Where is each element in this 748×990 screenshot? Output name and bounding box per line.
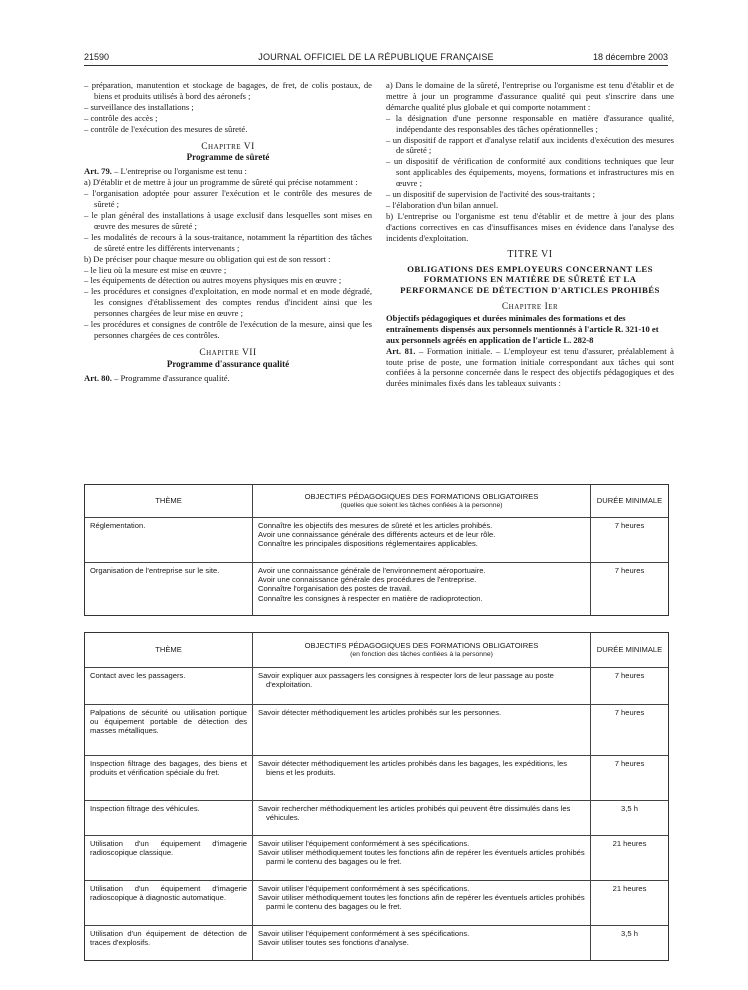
cell-duration: 7 heures (614, 566, 645, 575)
article-80-text: – Programme d'assurance qualité. (111, 372, 230, 383)
objective-line: Avoir une connaissance générale des différents acteurs et de leur rôle. (258, 530, 496, 540)
table-row (85, 667, 668, 704)
cell-theme: Utilisation d'un équipement de détection de traces d'explosifs. (85, 926, 253, 960)
training-table-general (84, 484, 669, 616)
article-79-b-list (84, 265, 372, 341)
article-79-a-list (84, 188, 372, 253)
cell-objectives (253, 756, 591, 800)
chapter-7-title: Programme d'assurance qualité (166, 358, 290, 369)
objective-line: Savoir utiliser l'équipement conformément à ses spécifications. (258, 884, 470, 893)
cell-theme: Palpations de sécurité ou utilisation portique ou équipement portable de détection des masses métalliques. (85, 705, 253, 755)
cell-duration: 7 heures (614, 759, 645, 768)
chapter-1-title: Objectifs pédagogiques et durées minimales des formations et des entraînements dispensés aux personnels mentionnés à l'article R. 321-10 et aux personnels agréés en application de l'article L. 282-8 (386, 312, 659, 345)
list-item: – les équipements de détection ou autres moyens physiques mis en œuvre ; (84, 275, 342, 286)
chapter-1-heading: Chapitre Ier (501, 302, 559, 312)
journal-title: JOURNAL OFFICIEL DE LA RÉPUBLIQUE FRANÇAISE (258, 52, 494, 62)
list-item: – contrôle de l'exécution des mesures de sûreté. (84, 123, 248, 134)
article-79-b: b) De préciser pour chaque mesure ou obligation qui est de son ressort : (84, 253, 331, 264)
list-item: – les procédures et consignes de contrôle de l'exécution de la mesure, ainsi que les personnes chargées de ces contrôles. (84, 319, 372, 340)
table-row (85, 835, 668, 880)
header-theme: THÈME (85, 633, 253, 667)
cell-objectives (253, 518, 591, 562)
objective-line: Savoir détecter méthodiquement les articles prohibés sur les personnes. (258, 708, 502, 717)
cell-duration: 21 heures (612, 884, 647, 893)
objective-line: Connaître l'organisation des postes de travail. (258, 584, 412, 594)
objective-line: Savoir utiliser l'équipement conformément à ses spécifications. (258, 839, 470, 848)
header-objectives-subtitle: (quelles que soient les tâches confiées à la personne) (340, 501, 503, 509)
list-item: – préparation, manutention et stockage de bagages, de fret, de colis postaux, de biens et produits utilisés à bord des aéronefs ; (84, 80, 372, 101)
list-item: – l'élaboration d'un bilan annuel. (386, 199, 499, 210)
table-header-row (85, 485, 668, 517)
cell-duration: 21 heures (612, 839, 647, 848)
article-80-a-list (386, 113, 674, 211)
article-80 (84, 373, 372, 384)
article-81-number: Art. 81. (386, 345, 416, 356)
chapter-6-heading: Chapitre VI (201, 141, 255, 152)
list-item: – un dispositif de rapport et d'analyse relatif aux incidents d'exécution des mesures de sûreté ; (386, 134, 674, 156)
header-duration: DURÉE MINIMALE (596, 496, 663, 506)
objective-line: Connaître les objectifs des mesures de sûreté et les articles prohibés. (258, 521, 493, 530)
article-80-b: b) L'entreprise ou l'organisme est tenu d'établir et de mettre à jour des plans d'actions correctives en cas d'insuffisances mises en évidence dans l'analyse des incidents d'exploitation. (386, 210, 674, 243)
header-objectives (253, 485, 591, 517)
chapter-7-heading: Chapitre VII (199, 347, 257, 358)
left-column (84, 80, 372, 384)
list-item: – le plan général des installations à usage exclusif dans lesquelles sont mises en œuvre des mesures de sûreté ; (84, 209, 372, 231)
page-number: 21590 (84, 52, 110, 62)
list-item: – l'organisation adoptée pour assurer l'exécution et le contrôle des mesures de sûreté ; (84, 188, 372, 210)
objective-line: Savoir expliquer aux passagers les consignes à respecter lors de leur passage au poste d'exploitation. (258, 671, 554, 690)
table-row (85, 517, 668, 562)
cell-objectives (253, 668, 591, 704)
cell-duration: 7 heures (614, 671, 645, 680)
list-item: – surveillance des installations ; (84, 101, 194, 112)
cell-duration: 7 heures (614, 521, 645, 530)
cell-objectives (253, 705, 591, 755)
title-6-heading: TITRE VI (507, 248, 553, 260)
article-79-text: – L'entreprise ou l'organisme est tenu : (111, 166, 247, 177)
objective-line: Savoir utiliser méthodiquement toutes les fonctions afin de repérer les éventuels articles prohibés parmi le contenu des bagages ou le fret. (258, 848, 585, 867)
list-item: – le lieu où la mesure est mise en œuvre ; (84, 264, 227, 275)
objective-line: Connaître les consignes à respecter en matière de radioprotection. (258, 593, 483, 603)
cell-theme: Organisation de l'entreprise sur le site. (85, 563, 253, 615)
cell-duration: 7 heures (614, 708, 645, 717)
objective-line: Savoir utiliser méthodiquement toutes les fonctions afin de repérer les éventuels articles prohibés parmi le contenu des bagages ou le fret. (258, 893, 585, 912)
article-80-a: a) Dans le domaine de la sûreté, l'entreprise ou l'organisme est tenu d'établir et de mettre à jour un programme d'assurance qualité qui peut s'inscrire dans une démarche qualité plus globale et qui comporte notamment : (386, 80, 674, 112)
right-column (386, 80, 674, 389)
cell-objectives (253, 881, 591, 925)
header-rule (84, 65, 668, 66)
header-objectives-subtitle: (en fonction des tâches confiées à la personne) (350, 650, 493, 658)
training-table-task (84, 632, 669, 961)
cell-theme: Contact avec les passagers. (85, 668, 253, 704)
header-theme: THÈME (85, 485, 253, 517)
page-header (84, 50, 668, 64)
table-row (85, 925, 668, 960)
list-item: – les procédures et consignes d'exploitation, en mode normal et en mode dégradé, les consignes d'établissement des comptes rendus d'incident ainsi que les personnes chargées de leur mise en œuvre ; (84, 286, 372, 319)
list-item: – un dispositif de vérification de conformité aux conditions techniques que leur sont applicables des équipements, moyens, formations et infrastructures mis en œuvre ; (386, 156, 674, 189)
cell-theme: Utilisation d'un équipement d'imagerie radioscopique classique. (85, 836, 253, 880)
objective-line: Savoir utiliser toutes ses fonctions d'analyse. (258, 938, 409, 948)
article-81-text: – Formation initiale. – L'employeur est tenu d'assurer, préalablement à toute prise de poste, une formation initiale correspondant aux tâches qui sont confiées à la personne concernée dans le respect des objectifs pédagogiques et des durées minimales fixés dans les tableaux suivants : (386, 345, 674, 389)
list-item: – contrôle des accès ; (84, 112, 158, 123)
cell-theme: Inspection filtrage des bagages, des biens et produits et vérification spéciale du fret. (85, 756, 253, 800)
cell-objectives (253, 836, 591, 880)
objective-line: Connaître les principales dispositions réglementaires applicables. (258, 539, 478, 549)
objective-line: Savoir détecter méthodiquement les articles prohibés dans les bagages, les expéditions, les biens et les produits. (258, 759, 567, 778)
article-79-number: Art. 79. (84, 166, 112, 177)
article-80-number: Art. 80. (84, 372, 112, 383)
header-objectives (253, 633, 591, 667)
article-79-intro (84, 166, 372, 177)
header-objectives-title: OBJECTIFS PÉDAGOGIQUES DES FORMATIONS OBLIGATOIRES (304, 641, 539, 651)
table-row (85, 704, 668, 755)
table-row (85, 562, 668, 615)
objective-line: Avoir une connaissance générale de l'environnement aéroportuaire. (258, 566, 486, 575)
list-item: – la désignation d'une personne responsable en matière d'assurance qualité, indépendante des responsables des tâches opérationnelles ; (386, 112, 674, 134)
cell-theme: Réglementation. (85, 518, 253, 562)
cell-objectives (253, 801, 591, 835)
chapter-6-title: Programme de sûreté (186, 152, 270, 163)
cell-objectives (253, 926, 591, 960)
cell-theme: Utilisation d'un équipement d'imagerie radioscopique à diagnostic automatique. (85, 881, 253, 925)
article-81 (386, 346, 674, 390)
table-header-row (85, 633, 668, 667)
objective-line: Avoir une connaissance générale des procédures de l'entreprise. (258, 575, 477, 585)
objective-line: Savoir rechercher méthodiquement les articles prohibés qui peuvent être dissimulés dans les véhicules. (258, 804, 571, 823)
title-6-name: OBLIGATIONS DES EMPLOYEURS CONCERNANT LES FORMATIONS EN MATIÈRE DE SÛRETÉ ET LA PERFORMANCE DE DÉTECTION D'ARTICLES PROHIBÉS (400, 263, 660, 295)
table-row (85, 880, 668, 925)
cell-duration: 3,5 h (621, 929, 638, 938)
cell-theme: Inspection filtrage des véhicules. (85, 801, 253, 835)
table-row (85, 800, 668, 835)
top-item-list (84, 80, 372, 135)
list-item: – les modalités de recours à la sous-traitance, notamment la répartition des tâches de sûreté entre les différents intervenants ; (84, 231, 372, 253)
table-row (85, 755, 668, 800)
objective-line: Savoir utiliser l'équipement conformément à ses spécifications. (258, 929, 470, 938)
cell-objectives (253, 563, 591, 615)
header-objectives-title: OBJECTIFS PÉDAGOGIQUES DES FORMATIONS OBLIGATOIRES (304, 492, 539, 502)
header-duration: DURÉE MINIMALE (596, 645, 663, 655)
publication-date: 18 décembre 2003 (592, 52, 668, 62)
list-item: – un dispositif de supervision de l'activité des sous-traitants ; (386, 189, 595, 200)
article-79-a: a) D'établir et de mettre à jour un programme de sûreté qui précise notamment : (84, 177, 358, 188)
cell-duration: 3,5 h (621, 804, 638, 813)
